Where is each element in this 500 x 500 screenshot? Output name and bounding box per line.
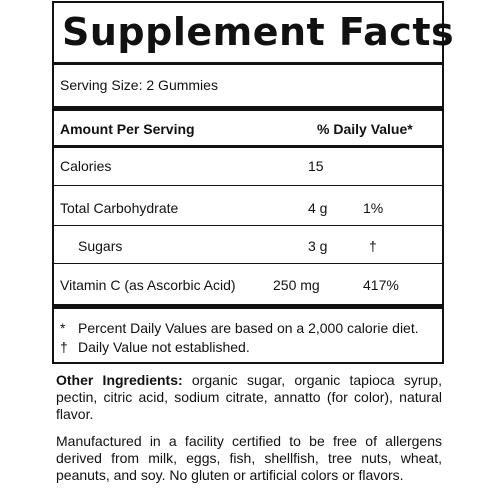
daily-value-header: % Daily Value* <box>317 121 413 137</box>
header-rule <box>54 145 442 148</box>
row-name-calories: Calories <box>60 158 112 174</box>
serving-size: Serving Size: 2 Gummies <box>60 77 218 93</box>
row-divider <box>54 263 442 264</box>
row-amount-vitamin-c: 250 mg <box>273 277 320 293</box>
manufacturing-statement: Manufactured in a facility certified to be free of allergens derived from milk, eggs, fish, shellfish, tree nuts, wheat, peanuts, and soy. No gluten or artificial colors or flavors. <box>56 433 442 483</box>
title-rule <box>54 62 442 65</box>
supplement-facts-panel <box>52 1 455 364</box>
row-divider <box>54 185 442 186</box>
row-dv-total-carbohydrate: 1% <box>363 200 384 216</box>
footnote-not-established: Daily Value not established. <box>78 339 250 355</box>
row-dv-sugars: † <box>369 238 377 254</box>
row-amount-sugars: 3 g <box>308 238 328 254</box>
footnote-daily-values: Percent Daily Values are based on a 2,000 calorie diet. <box>78 320 419 336</box>
row-amount-calories: 15 <box>308 158 324 174</box>
other-ingredients-label: Other Ingredients: <box>56 372 183 388</box>
amount-per-serving-header: Amount Per Serving <box>60 121 195 137</box>
panel-title: Supplement Facts <box>62 10 455 54</box>
row-amount-total-carbohydrate: 4 g <box>308 200 328 216</box>
footnote-dagger: † <box>60 339 68 355</box>
footnote-asterisk: * <box>60 320 66 336</box>
row-name-total-carbohydrate: Total Carbohydrate <box>60 200 179 216</box>
row-name-vitamin-c: Vitamin C (as Ascorbic Acid) <box>60 277 236 293</box>
row-divider <box>54 225 442 226</box>
thick-rule-top <box>54 106 442 111</box>
row-name-sugars: Sugars <box>78 238 123 254</box>
row-dv-vitamin-c: 417% <box>363 277 399 293</box>
other-ingredients-text: organic sugar, organic tapioca syrup, pectin, citric acid, sodium citrate, annatto (for color), natural flavor. <box>56 372 442 422</box>
other-ingredients <box>56 372 442 423</box>
thick-rule-bottom <box>54 304 442 309</box>
